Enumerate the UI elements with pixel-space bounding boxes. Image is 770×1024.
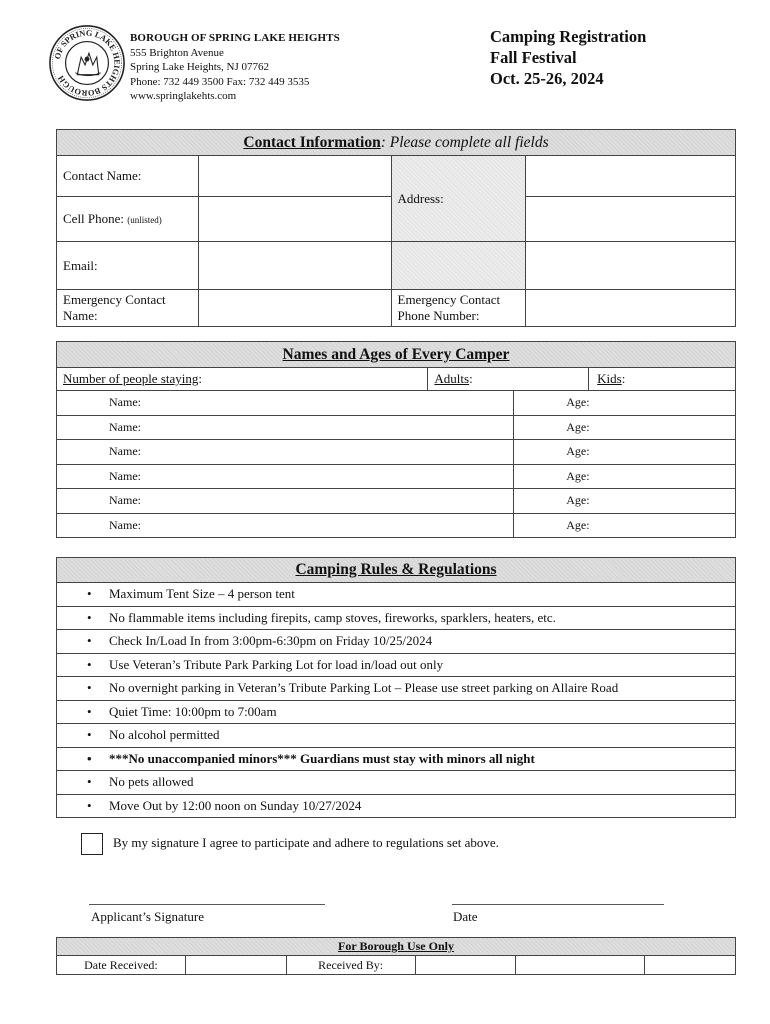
date-received-label: Date Received: [57, 956, 186, 975]
address-field-line2[interactable] [526, 197, 736, 242]
camper-row [57, 489, 736, 514]
emergency-phone-label-line1: Emergency Contact [397, 292, 501, 307]
emergency-phone-field[interactable] [526, 290, 736, 327]
kids-cell[interactable] [589, 368, 736, 391]
contact-section-header [57, 130, 736, 156]
rule-text: No flammable items including firepits, camp stoves, fireworks, sparklers, heaters, etc. [109, 609, 556, 625]
camper-name-field[interactable]: Name: [57, 391, 514, 416]
org-address-line2: Spring Lake Heights, NJ 07762 [130, 61, 270, 73]
camper-age-field[interactable]: Age: [514, 440, 736, 465]
email-field[interactable] [198, 242, 391, 290]
adults-label: Adults [434, 371, 470, 386]
rule-text: Maximum Tent Size – 4 person tent [109, 586, 295, 602]
agreement-row [81, 833, 499, 855]
rules-section-title: Camping Rules & Regulations [295, 561, 497, 578]
rule-text: Move Out by 12:00 noon on Sunday 10/27/2024 [109, 797, 362, 813]
people-count-label: Number of people staying [63, 371, 199, 386]
event-name: Fall Festival [490, 48, 577, 67]
rule-text: ***No unaccompanied minors*** Guardians must stay with minors all night [109, 750, 535, 766]
contact-section-note: : Please complete all fields [380, 133, 549, 151]
svg-text:OF SPRING LAKE HEIGHTS BOROUGH: OF SPRING LAKE HEIGHTS BOROUGH [52, 28, 122, 98]
rule-text: No pets allowed [109, 774, 194, 790]
rule-text: Use Veteran’s Tribute Park Parking Lot for load in/load out only [109, 656, 444, 672]
cell-phone-label: Cell Phone: [63, 211, 125, 226]
contact-information-table [56, 129, 736, 327]
borough-contact-block [130, 31, 340, 104]
camper-row [57, 415, 736, 440]
adults-cell[interactable] [428, 368, 589, 391]
contact-name-field[interactable] [198, 156, 391, 197]
cell-phone-field[interactable] [198, 197, 391, 242]
camper-name-field[interactable]: Name: [57, 489, 514, 514]
contact-section-title: Contact Information [243, 133, 381, 151]
rule-item [57, 677, 736, 701]
campers-section-header [57, 342, 736, 368]
emergency-name-field[interactable] [198, 290, 391, 327]
shaded-spacer-cell [391, 242, 526, 290]
colon: : [621, 371, 626, 386]
emergency-phone-label-cell [391, 290, 526, 327]
office-field-extra-1[interactable] [516, 956, 645, 975]
camper-name-field[interactable]: Name: [57, 513, 514, 538]
rule-item [57, 653, 736, 677]
rule-text: Check In/Load In from 3:00pm-6:30pm on Friday 10/25/2024 [109, 633, 433, 649]
camper-name-field[interactable]: Name: [57, 415, 514, 440]
org-name: BOROUGH OF SPRING LAKE HEIGHTS [130, 32, 340, 44]
borough-use-header [57, 938, 736, 956]
cell-phone-note: (unlisted) [127, 215, 162, 225]
contact-name-label: Contact Name: [57, 156, 199, 197]
borough-use-title: For Borough Use Only [338, 939, 454, 953]
campers-section-title: Names and Ages of Every Camper [282, 345, 510, 363]
office-field-extra-2[interactable] [645, 956, 736, 975]
address-field-line1[interactable] [526, 156, 736, 197]
received-by-label: Received By: [286, 956, 415, 975]
people-count-cell[interactable] [57, 368, 428, 391]
camper-row [57, 391, 736, 416]
date-signature-line[interactable] [452, 904, 664, 905]
emergency-name-label-line2: Name: [63, 308, 98, 323]
camper-age-field[interactable]: Age: [514, 391, 736, 416]
camper-row [57, 440, 736, 465]
rule-item [57, 630, 736, 654]
date-received-field[interactable] [185, 956, 286, 975]
emergency-phone-label-line2: Phone Number: [397, 308, 480, 323]
org-address-line1: 555 Brighton Avenue [130, 46, 224, 59]
borough-use-table [56, 937, 736, 975]
rule-text: Quiet Time: 10:00pm to 7:00am [109, 703, 277, 719]
agreement-checkbox[interactable] [81, 833, 103, 855]
rule-text: No alcohol permitted [109, 727, 220, 743]
camper-age-field[interactable]: Age: [514, 415, 736, 440]
camper-name-field[interactable]: Name: [57, 440, 514, 465]
campers-table [56, 341, 736, 538]
event-title-block [490, 26, 646, 89]
cell-phone-label-cell [57, 197, 199, 242]
emergency-name-label-cell [57, 290, 199, 327]
rule-item [57, 606, 736, 630]
applicant-signature-line[interactable] [89, 904, 325, 905]
org-phone-fax: Phone: 732 449 3500 Fax: 732 449 3535 [130, 75, 310, 88]
rule-item [57, 724, 736, 748]
rule-item [57, 700, 736, 724]
kids-label: Kids [597, 371, 622, 386]
received-by-field[interactable] [415, 956, 516, 975]
camper-age-field[interactable]: Age: [514, 464, 736, 489]
camper-age-field[interactable]: Age: [514, 489, 736, 514]
rules-table [56, 557, 736, 818]
borough-seal-logo [48, 24, 126, 102]
rule-text: No overnight parking in Veteran’s Tribute Parking Lot – Please use street parking on Allaire Road [109, 680, 619, 696]
rule-item [57, 583, 736, 607]
event-dates: Oct. 25-26, 2024 [490, 69, 604, 88]
colon: : [198, 371, 203, 386]
date-signature-label: Date [453, 909, 478, 924]
org-website: www.springlakehts.com [130, 90, 237, 102]
camper-row [57, 464, 736, 489]
emergency-name-label-line1: Emergency Contact [63, 292, 166, 307]
colon: : [469, 371, 473, 386]
rule-item [57, 747, 736, 771]
rules-section-header [57, 558, 736, 583]
camper-row [57, 513, 736, 538]
camper-name-field[interactable]: Name: [57, 464, 514, 489]
email-label: Email: [57, 242, 199, 290]
rule-item [57, 771, 736, 795]
camper-age-field[interactable]: Age: [514, 513, 736, 538]
rule-item [57, 794, 736, 818]
form-title: Camping Registration [490, 27, 647, 46]
applicant-signature-label: Applicant’s Signature [91, 909, 205, 924]
address-label: Address: [391, 156, 526, 242]
agreement-text: By my signature I agree to participate and adhere to regulations set above. [113, 834, 499, 850]
address-field-line3[interactable] [526, 242, 736, 290]
